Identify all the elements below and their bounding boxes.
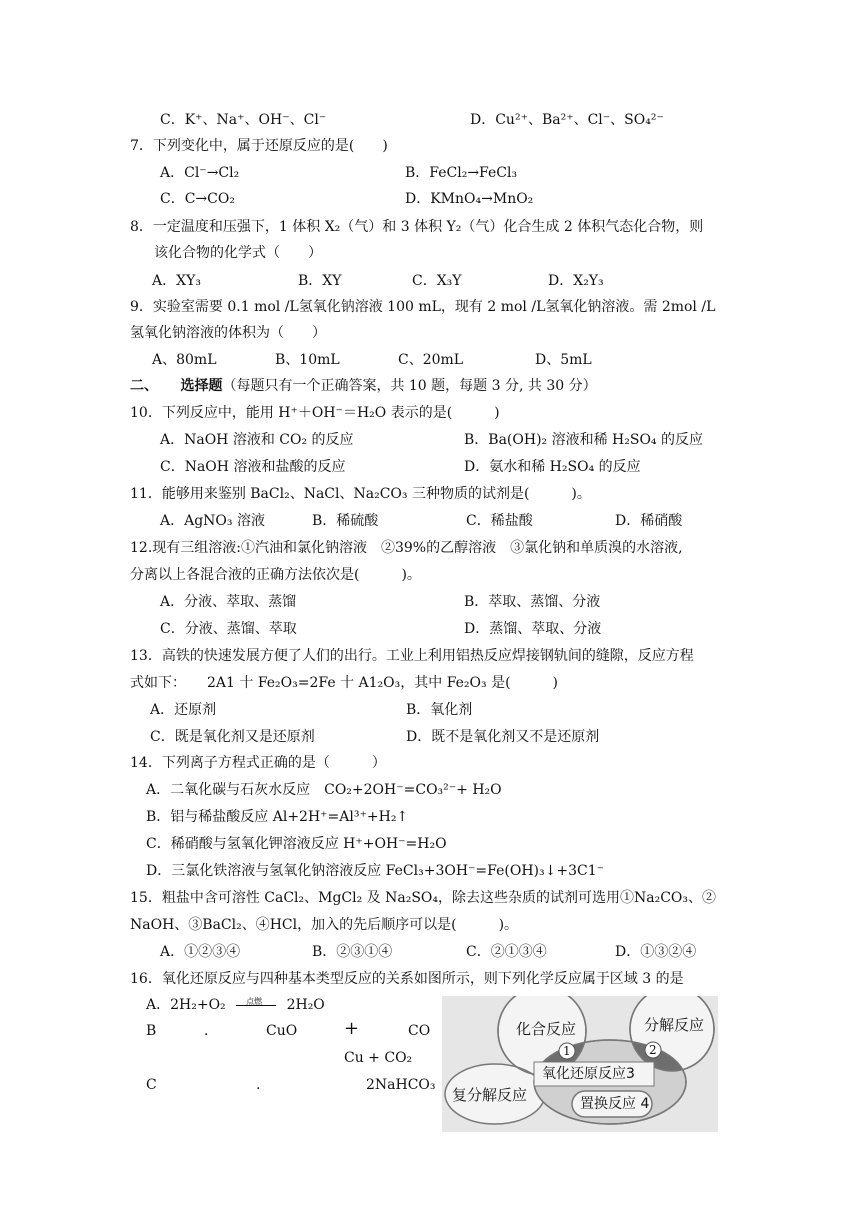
- question-15-cont: NaOH、③BaCl₂、④HCl，加入的先后顺序可以是( )。: [130, 917, 519, 933]
- option-c: C．分液、蒸馏、萃取: [160, 621, 297, 637]
- option-d: D．蒸馏、萃取、分液: [464, 621, 602, 637]
- option-d: D．X₂Y₃: [548, 273, 604, 289]
- region-2-number: 2: [649, 1043, 657, 1057]
- section-number: 二、: [130, 378, 158, 394]
- equation-right: 2H₂O: [286, 997, 325, 1013]
- option-a: A．①②③④: [160, 944, 241, 960]
- reaction-arrow: [236, 996, 276, 1006]
- option-a: A．AgNO₃ 溶液: [160, 513, 265, 529]
- option-c: C、20mL: [398, 352, 464, 368]
- option-c: C．稀硝酸与氢氧化钾溶液反应 H⁺+OH⁻=H₂O: [146, 836, 447, 852]
- question-8: 8．一定温度和压强下，1 体积 X₂（气）和 3 体积 Y₂（气）化合生成 2 体积气态化合物，则: [130, 219, 704, 235]
- option-b: B、10mL: [275, 352, 340, 368]
- option-d: D．稀硝酸: [615, 513, 683, 529]
- option-d: D．①③②④: [615, 944, 697, 960]
- combination-label: 化合反应: [516, 1020, 577, 1038]
- question-8-cont: 该化合物的化学式（ ）: [154, 245, 322, 261]
- option-a: A．二氧化碳与石灰水反应 CO₂+2OH⁻=CO₃²⁻+ H₂O: [146, 782, 502, 798]
- redox-label: 氧化还原反应3: [542, 1066, 635, 1082]
- question-16: 16．氧化还原反应与四种基本类型反应的关系如图所示，则下列化学反应属于区域 3 的是: [130, 971, 684, 987]
- question-14: 14．下列离子方程式正确的是（ ）: [130, 755, 386, 771]
- question-12-cont: 分离以上各混合液的正确方法依次是( )。: [130, 567, 421, 583]
- option-b: B．Ba(OH)₂ 溶液和稀 H₂SO₄ 的反应: [464, 432, 703, 448]
- double-replacement-label: 复分解反应: [452, 1086, 528, 1104]
- option-c: C．X₃Y: [412, 273, 462, 289]
- option-b-product: Cu + CO₂: [344, 1050, 413, 1066]
- option-a: A．分液、萃取、蒸馏: [160, 594, 297, 610]
- replacement-label: 置换反应 4: [580, 1096, 650, 1112]
- question-12: 12.现有三组溶液:①汽油和氯化钠溶液 ②39%的乙醇溶液 ③氯化钠和单质溴的水溶液,: [130, 540, 683, 556]
- question-13-cont: 式如下： 2A1 十 Fe₂O₃=2Fe 十 A1₂O₃，其中 Fe₂O₃ 是( ): [130, 675, 559, 691]
- option-d: D．Cu²⁺、Ba²⁺、Cl⁻、SO₄²⁻: [470, 112, 664, 128]
- option-b: B．铝与稀盐酸反应 Al+2H⁺=Al³⁺+H₂↑: [146, 809, 409, 825]
- option-b: B．稀硫酸: [312, 513, 379, 529]
- question-11: 11．能够用来鉴别 BaCl₂、NaCl、Na₂CO₃ 三种物质的试剂是( )。: [130, 486, 591, 502]
- option-c: C．C→CO₂: [160, 191, 235, 207]
- option-b-cuo: CuO: [266, 1023, 298, 1039]
- reaction-relationship-diagram: [442, 996, 718, 1132]
- question-7: 7．下列变化中，属于还原反应的是( ): [130, 138, 388, 154]
- option-b: B．萃取、蒸馏、分液: [464, 594, 601, 610]
- option-a: A、80mL: [152, 352, 217, 368]
- option-a: A．NaOH 溶液和 CO₂ 的反应: [160, 432, 354, 448]
- section-note: （每题只有一个正确答案，共 10 题，每题 3 分, 共 30 分）: [222, 378, 597, 394]
- reaction-condition: 点燃: [246, 996, 263, 1006]
- option-c-label: C: [146, 1077, 157, 1093]
- option-b: B．氧化剂: [406, 702, 473, 718]
- option-a: [146, 996, 325, 1014]
- option-c-formula: 2NaHCO₃: [366, 1077, 436, 1093]
- option-d: D．既不是氧化剂又不是还原剂: [406, 729, 600, 745]
- option-b-label: B: [146, 1023, 157, 1039]
- option-b: B．XY: [298, 273, 342, 289]
- question-10: 10．下列反应中，能用 H⁺＋OH⁻＝H₂O 表示的是( ): [130, 405, 500, 421]
- option-c-dot: .: [256, 1077, 261, 1093]
- option-c: C．K⁺、Na⁺、OH⁻、Cl⁻: [160, 112, 327, 128]
- question-13: 13．高铁的快速发展方便了人们的出行。工业上利用铝热反应焊接钢轨间的缝隙，反应方程: [130, 648, 694, 664]
- option-c: C．稀盐酸: [466, 513, 533, 529]
- option-c: C．NaOH 溶液和盐酸的反应: [160, 459, 346, 475]
- question-15: 15．粗盐中含可溶性 CaCl₂、MgCl₂ 及 Na₂SO₄，除去这些杂质的试剂可选用①Na₂CO₃、②: [130, 890, 717, 906]
- option-d: D、5mL: [535, 352, 592, 368]
- section-heading: [130, 377, 597, 395]
- equation-left: A．2H₂+O₂: [146, 997, 226, 1013]
- option-b-plus: +: [344, 1018, 360, 1039]
- decomposition-label: 分解反应: [644, 1016, 705, 1034]
- question-9: 9．实验室需要 0.1 mol /L氢氧化钠溶液 100 mL，现有 2 mol /L氢氧化钠溶液。需 2mol /L: [130, 299, 716, 315]
- option-c: C．既是氧化剂又是还原剂: [150, 729, 315, 745]
- region-1-number: 1: [563, 1044, 571, 1058]
- option-b: B．FeCl₂→FeCl₃: [405, 165, 518, 181]
- question-9-cont: 氢氧化钠溶液的体积为（ ）: [130, 325, 326, 341]
- option-a: A．Cl⁻→Cl₂: [160, 165, 240, 181]
- option-b-co: CO: [408, 1023, 431, 1039]
- option-c: C．②①③④: [466, 944, 547, 960]
- option-a: A．XY₃: [152, 273, 201, 289]
- section-title: 选择题: [180, 378, 223, 394]
- option-d: D．氨水和稀 H₂SO₄ 的反应: [464, 459, 641, 475]
- option-d: D．三氯化铁溶液与氢氧化钠溶液反应 FeCl₃+3OH⁻=Fe(OH)₃↓+3C1⁻: [146, 863, 604, 879]
- option-b-dot: .: [204, 1023, 209, 1039]
- option-b: B．②③①④: [312, 944, 393, 960]
- option-d: D．KMnO₄→MnO₂: [405, 191, 534, 207]
- option-a: A．还原剂: [150, 702, 217, 718]
